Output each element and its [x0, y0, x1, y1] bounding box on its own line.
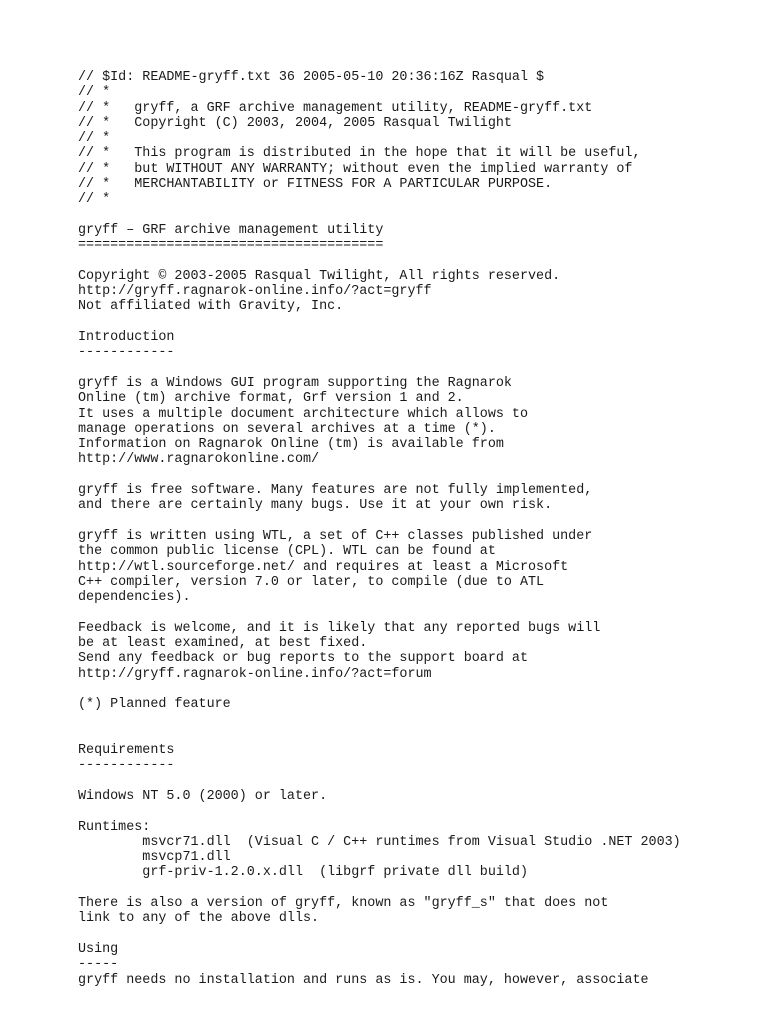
blank-line [78, 605, 758, 620]
paragraph-line: It uses a multiple document architecture which allows to [78, 406, 528, 422]
comment-line: // * Copyright (C) 2003, 2004, 2005 Rasqual Twilight [78, 115, 512, 131]
blank-line [78, 927, 758, 942]
runtime-item: msvcr71.dll (Visual C / C++ runtimes from Visual Studio .NET 2003) [78, 834, 681, 850]
paragraph-line: the common public license (CPL). WTL can be found at [78, 544, 496, 560]
blank-line [78, 774, 758, 789]
blank-line [78, 468, 758, 483]
comment-line: // * but WITHOUT ANY WARRANTY; without even the implied warranty of [78, 161, 633, 177]
comment-line: // * [78, 192, 111, 208]
paragraph-line: manage operations on several archives at a time (*). [78, 421, 496, 437]
document-title: gryff – GRF archive management utility [78, 222, 384, 238]
comment-line: // * [78, 85, 111, 101]
wtl-url-line[interactable]: http://wtl.sourceforge.net/ and requires at least a Microsoft [78, 559, 569, 575]
affiliation-line: Not affiliated with Gravity, Inc. [78, 299, 344, 315]
comment-line: // * This program is distributed in the hope that it will be useful, [78, 146, 641, 162]
blank-line [78, 682, 758, 697]
ragnarok-url-link[interactable]: http://www.ragnarokonline.com/ [78, 452, 320, 468]
blank-line [78, 881, 758, 896]
runtime-item: grf-priv-1.2.0.x.dll (libgrf private dll build) [78, 865, 528, 881]
section-heading-using: Using [78, 941, 119, 957]
section-underline: ------------ [78, 758, 175, 774]
comment-line: // * gryff, a GRF archive management utility, README-gryff.txt [78, 100, 593, 116]
paragraph-line: be at least examined, at best fixed. [78, 635, 368, 651]
id-header-line: // $Id: README-gryff.txt 36 2005-05-10 20:36:16Z Rasqual $ [78, 70, 545, 85]
paragraph-line: gryff is written using WTL, a set of C++ classes published under [78, 528, 593, 544]
paragraph-line: gryff is free software. Many features are not fully implemented, [78, 483, 593, 499]
section-underline: ------------ [78, 345, 175, 361]
blank-line [78, 361, 758, 376]
blank-line [78, 315, 758, 330]
paragraph-line: C++ compiler, version 7.0 or later, to compile (due to ATL [78, 574, 545, 590]
paragraph-line: Windows NT 5.0 (2000) or later. [78, 788, 328, 804]
blank-line [78, 804, 758, 819]
paragraph-line: Send any feedback or bug reports to the support board at [78, 651, 528, 667]
paragraph-line: Online (tm) archive format, Grf version 1 and 2. [78, 391, 464, 407]
section-heading-introduction: Introduction [78, 330, 175, 346]
blank-line [78, 712, 758, 727]
section-heading-requirements: Requirements [78, 743, 175, 759]
paragraph-line: link to any of the above dlls. [78, 911, 320, 927]
section-underline: ----- [78, 957, 119, 973]
readme-document [78, 70, 758, 988]
paragraph-line: gryff needs no installation and runs as is. You may, however, associate [78, 972, 649, 988]
blank-line [78, 514, 758, 529]
blank-line [78, 254, 758, 269]
runtime-item: msvcp71.dll [78, 850, 231, 866]
paragraph-line: Feedback is welcome, and it is likely that any reported bugs will [78, 620, 601, 636]
paragraph-line: and there are certainly many bugs. Use it at your own risk. [78, 498, 553, 514]
comment-line: // * MERCHANTABILITY or FITNESS FOR A PARTICULAR PURPOSE. [78, 177, 553, 193]
paragraph-line: There is also a version of gryff, known as "gryff_s" that does not [78, 896, 609, 912]
blank-line [78, 208, 758, 223]
comment-line: // * [78, 131, 111, 147]
runtimes-heading: Runtimes: [78, 819, 151, 835]
blank-line [78, 728, 758, 743]
paragraph-line: gryff is a Windows GUI program supporting the Ragnarok [78, 375, 512, 391]
paragraph-line: dependencies). [78, 590, 191, 606]
copyright-line: Copyright © 2003-2005 Rasqual Twilight, All rights reserved. [78, 268, 561, 284]
forum-url-link[interactable]: http://gryff.ragnarok-online.info/?act=forum [78, 666, 432, 682]
paragraph-line: Information on Ragnarok Online (tm) is available from [78, 437, 504, 453]
project-url-link[interactable]: http://gryff.ragnarok-online.info/?act=gryff [78, 284, 432, 300]
title-underline: ====================================== [78, 238, 384, 254]
footnote-line: (*) Planned feature [78, 697, 231, 713]
